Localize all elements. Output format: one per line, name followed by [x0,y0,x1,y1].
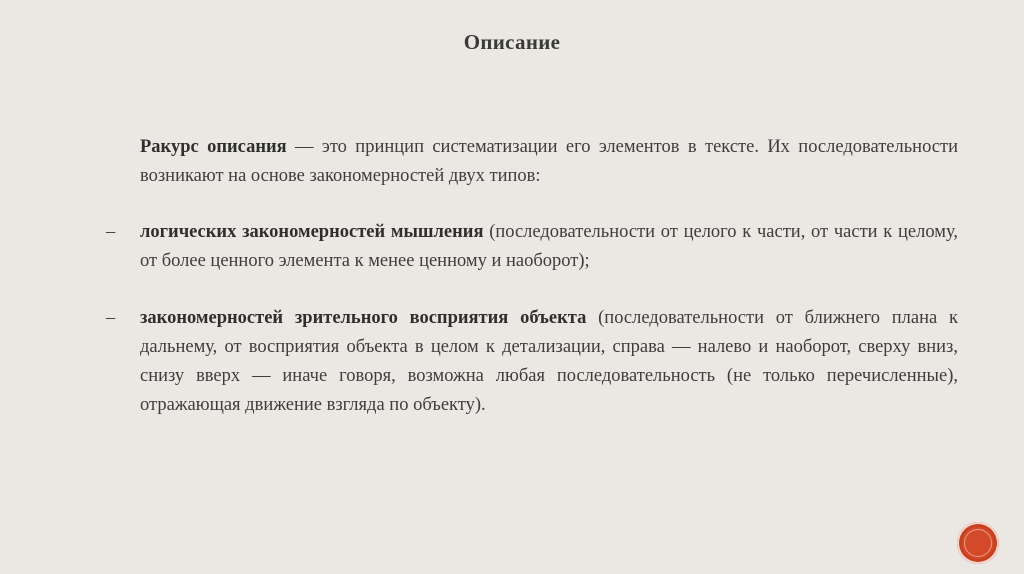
list-item-term: закономерностей зрительного восприятия объекта [140,308,587,328]
list-item-visual [106,304,958,420]
decorative-badge-icon [957,522,999,564]
slide-title: Описание [463,30,561,54]
list-item-text: (последовательности от целого к части, от части к целому, от более ценного элемента к менее ценному и наоборот); [140,222,958,271]
list-marker: – [106,222,116,242]
list-item-text: (последовательности от ближнего плана к дальнему, от восприятия объекта в целом к детализации, справа — налево и наоборот, сверху вниз, снизу вверх — иначе говоря, возможна любая последовательность (не только перечисленные), отражающая движение взгляда по объекту). [140,308,958,415]
intro-text: — это принцип систематизации его элементов в тексте. Их последовательности возникают на основе закономерностей двух типов: [140,137,958,186]
list-marker: – [106,308,116,328]
slide-body [106,133,958,420]
intro-paragraph [140,133,958,191]
list-item-term: логических закономерностей мышления [140,222,484,242]
intro-term: Ракурс описания [140,137,287,157]
list-item-logical [106,218,958,276]
badge-ring [964,529,992,557]
